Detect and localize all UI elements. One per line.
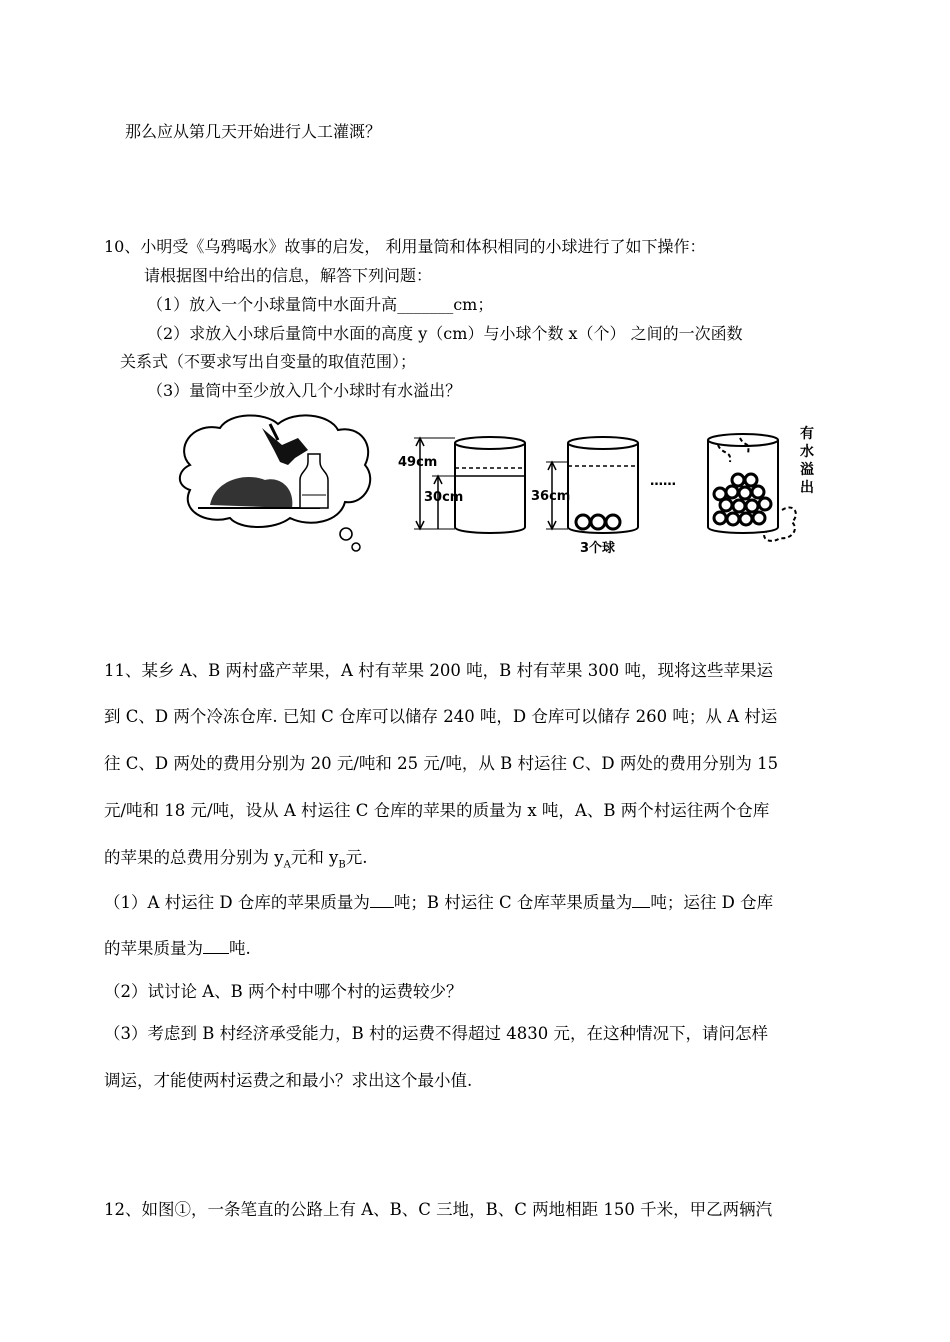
q11-part1-line1: [104, 891, 773, 914]
q11-part1-line2: [104, 937, 251, 960]
subscript-a: A: [283, 859, 291, 871]
q11-part1-a: （1）A 村运往 D 仓库的苹果质量为: [104, 893, 370, 912]
q11-part1-c: 吨；运往 D 仓库: [650, 893, 774, 912]
q11-line5: [104, 847, 368, 876]
q10-title: 10、小明受《乌鸦喝水》故事的启发， 利用量筒和体积相同的小球进行了如下操作：: [104, 237, 706, 256]
q11-part1-d: 的苹果质量为: [104, 939, 203, 958]
answer-blank-2[interactable]: [632, 891, 650, 908]
q10-part2-line2: 关系式（不要求写出自变量的取值范围）；: [120, 352, 417, 371]
q11-part1-b: 吨；B 村运往 C 仓库苹果质量为: [393, 893, 633, 912]
q10-part3: （3）量筒中至少放入几个小球时有水溢出？: [147, 381, 462, 400]
cylinder-initial: [398, 437, 525, 533]
q10-figure: [170, 410, 820, 560]
subscript-b: B: [338, 859, 346, 871]
q11-line3: 往 C、D 两处的费用分别为 20 元/吨和 25 元/吨，从 B 村运往 C、D 两处的费用分别为 15: [104, 754, 779, 773]
q10-part2-line1: （2）求放入小球后量筒中水面的高度 y（cm）与小球个数 x（个） 之间的一次函数: [147, 324, 743, 343]
answer-blank-1[interactable]: [370, 891, 394, 908]
ellipsis-dots: ……: [650, 474, 676, 489]
overflow-label-1: 有: [800, 426, 814, 442]
q11-part3-line2: 调运，才能使两村运费之和最小？求出这个最小值.: [104, 1071, 473, 1090]
q11-line5-b: 元和 y: [290, 848, 339, 867]
answer-blank-3[interactable]: [203, 937, 229, 954]
crow-story-illustration: [180, 415, 370, 551]
q11-line1: 11、某乡 A、B 两村盛产苹果，A 村有苹果 200 吨，B 村有苹果 300 吨，现将这些苹果运: [104, 661, 774, 680]
q10-part1: [147, 294, 493, 316]
q11-part3-line1: （3）考虑到 B 村经济承受能力，B 村的运费不得超过 4830 元，在这种情况下，请问怎样: [104, 1024, 768, 1043]
cylinder-overflow: [708, 425, 814, 541]
q12-line1: 12、如图①，一条笔直的公路上有 A、B、C 三地，B、C 两地相距 150 千米，甲乙两辆汽: [104, 1200, 773, 1219]
overflow-label-2: 水: [800, 444, 814, 460]
q11-part2: （2）试讨论 A、B 两个村中哪个村的运费较少？: [104, 982, 463, 1001]
q10-part1-prefix: （1）放入一个小球量筒中水面升高: [147, 295, 398, 314]
overflow-label-4: 出: [800, 480, 814, 496]
overflow-label-3: 溢: [800, 462, 814, 478]
cylinder-three-balls: [531, 437, 638, 556]
label-3-balls: 3个球: [580, 541, 616, 556]
q11-line4: 元/吨和 18 元/吨，设从 A 村运往 C 仓库的苹果的质量为 x 吨，A、B 两个村运往两个仓库: [104, 801, 770, 820]
q11-line5-a: 的苹果的总费用分别为 y: [104, 848, 284, 867]
q10-part1-blank: _______: [397, 295, 454, 314]
q10-part1-suffix: cm；: [453, 295, 494, 314]
label-30cm: 30cm: [424, 490, 464, 505]
label-36cm: 36cm: [531, 489, 571, 504]
q10-intro: 请根据图中给出的信息，解答下列问题：: [144, 266, 433, 285]
q11-part1-e: 吨.: [229, 939, 251, 958]
q11-line2: 到 C、D 两个冷冻仓库. 已知 C 仓库可以储存 240 吨，D 仓库可以储存 260 吨；从 A 村运: [104, 707, 778, 726]
label-49cm: 49cm: [398, 455, 438, 470]
q9-tail-line: 那么应从第几天开始进行人工灌溉？: [125, 122, 382, 141]
q11-line5-c: 元.: [345, 848, 368, 867]
